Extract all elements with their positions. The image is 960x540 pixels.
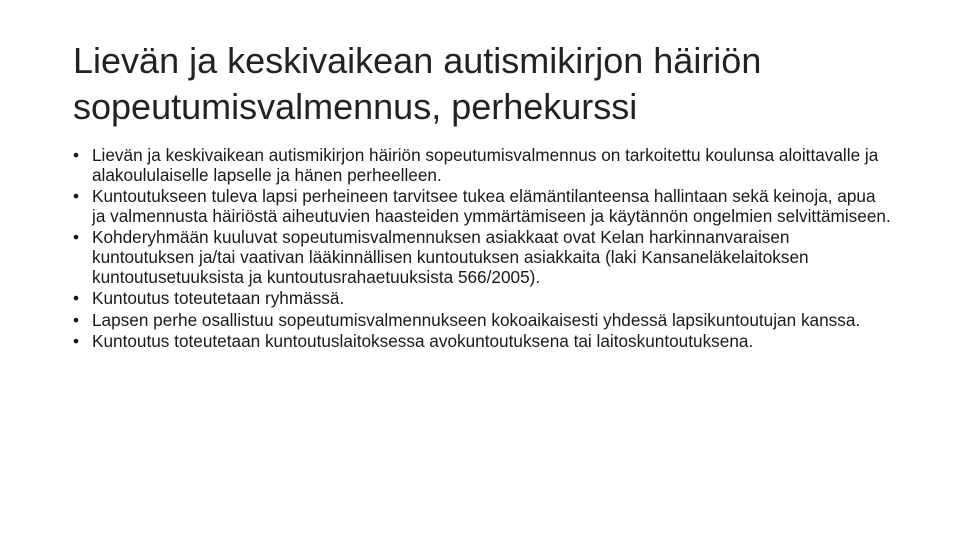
bullet-list (73, 146, 893, 354)
bullet-icon: • (73, 227, 80, 248)
bullet-icon: • (73, 288, 80, 309)
bullet-item (73, 146, 893, 185)
bullet-item (73, 332, 893, 352)
bullet-icon: • (73, 145, 80, 165)
bullet-icon: • (73, 331, 80, 352)
bullet-text: Kuntoutus toteutetaan kuntoutuslaitoksessa avokuntoutuksena tai laitoskuntoutuksena. (92, 331, 754, 352)
bullet-item (73, 228, 893, 287)
bullet-text: Kuntoutus toteutetaan ryhmässä. (92, 288, 345, 309)
bullet-icon: • (73, 186, 80, 207)
bullet-item (73, 311, 893, 331)
bullet-item (73, 187, 893, 226)
bullet-text: Lapsen perhe osallistuu sopeutumisvalmennukseen kokoaikaisesti yhdessä lapsikuntoutujan kanssa. (92, 309, 861, 330)
bullet-text: Kuntoutukseen tuleva lapsi perheineen tarvitsee tukea elämäntilanteensa hallintaan sekä keinoja, apua ja valmennusta häiriöstä aiheutuvien haasteiden ymmärtämiseen ja käytännön ongelmien selvittämiseen. (92, 186, 891, 226)
bullet-icon: • (73, 309, 80, 330)
slide-title: Lievän ja keskivaikean autismikirjon häiriön sopeutumisvalmennus, perhekurssi (73, 40, 762, 127)
bullet-text: Kohderyhmään kuuluvat sopeutumisvalmennuksen asiakkaat ovat Kelan harkinnanvaraisen kuntoutuksen ja/tai vaativan lääkinnällisen kuntoutuksen asiakkaita (laki Kansaneläkelaitoksen kuntoutusetuuksista ja kuntoutusrahaetuuksista 566/2005). (92, 227, 809, 287)
bullet-text: Lievän ja keskivaikean autismikirjon häiriön sopeutumisvalmennus on tarkoitettu koulunsa aloittavalle ja alakoululaiselle lapselle ja hänen perheelleen. (92, 145, 879, 185)
bullet-item (73, 289, 893, 309)
